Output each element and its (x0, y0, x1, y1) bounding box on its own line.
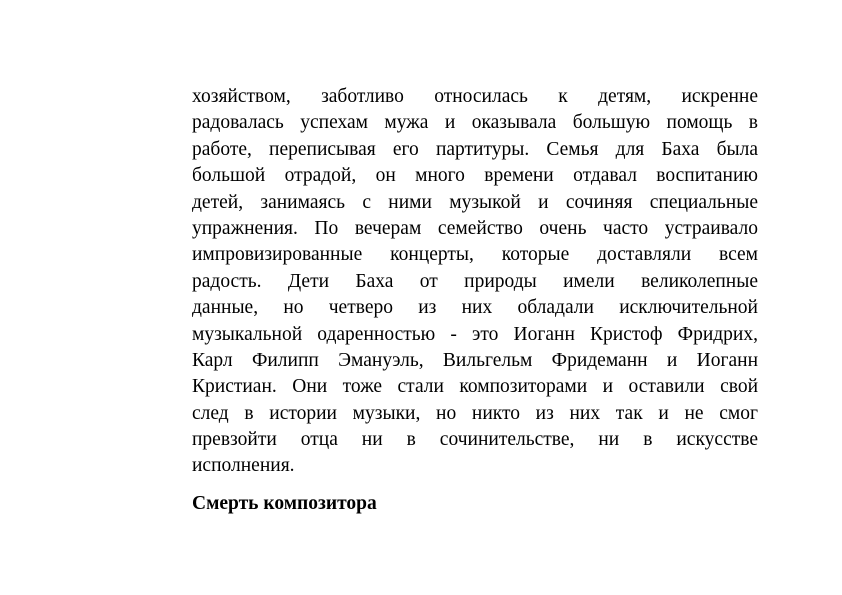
paragraph-line: след в истории музыки, но никто из них так и не смог (192, 402, 758, 424)
paragraph-line: упражнения. По вечерам семейство очень часто устраивало (192, 217, 758, 239)
paragraph-line: хозяйством, заботливо относилась к детям, искренне (192, 86, 758, 107)
paragraph-line: радость. Дети Баха от природы имели великолепные (192, 270, 758, 292)
paragraph-line: исполнения. (192, 455, 295, 477)
paragraph-line: превзойти отца ни в сочинительстве, ни в искусстве (192, 429, 758, 451)
paragraph-line: работе, переписывая его партитуры. Семья для Баха была (192, 138, 758, 160)
paragraph-line: музыкальной одаренностью - это Иоганн Кристоф Фридрих, (192, 323, 758, 345)
paragraph-line: Кристиан. Они тоже стали композиторами и оставили свой (192, 376, 758, 398)
paragraph-line: импровизированные концерты, которые доставляли всем (192, 244, 758, 266)
section-heading: Смерть композитора (192, 493, 377, 514)
paragraph-line: радовалась успехам мужа и оказывала большую помощь в (192, 112, 758, 134)
paragraph-line: большой отрадой, он много времени отдавал воспитанию (192, 165, 758, 187)
paragraph-line: детей, занимаясь с ними музыкой и сочиняя специальные (192, 191, 758, 213)
paragraph-line: Карл Филипп Эмануэль, Вильгельм Фридеманн и Иоганн (192, 349, 758, 371)
paragraph-line: данные, но четверо из них обладали исключительной (192, 297, 758, 319)
body-paragraph (192, 84, 758, 480)
